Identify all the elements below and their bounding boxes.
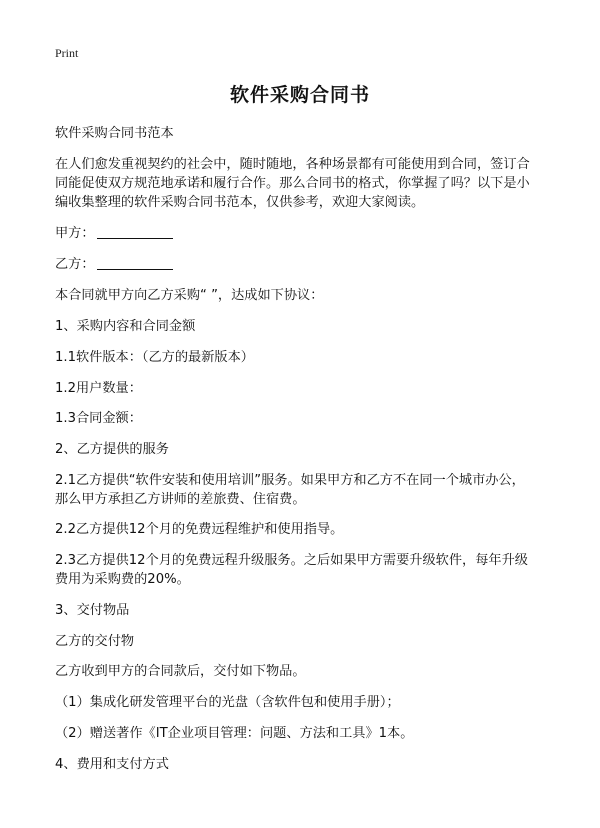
item-2-1-line-1: 2.1乙方提供“软件安装和使用培训”服务。如果甲方和乙方不在同一个城市办公， — [55, 473, 525, 488]
item-1-1: 1.1软件版本：（乙方的最新版本） — [55, 350, 254, 365]
item-1-3: 1.3合同金额： — [55, 411, 142, 426]
document-title: 软件采购合同书 — [229, 84, 370, 106]
document-subtitle: 软件采购合同书范本 — [55, 126, 174, 141]
party-b-line — [55, 253, 173, 272]
deliverables-heading: 乙方的交付物 — [55, 634, 135, 649]
section-3-heading: 3、交付物品 — [55, 603, 130, 618]
section-2-heading: 2、乙方提供的服务 — [55, 442, 169, 457]
deliverable-1: （1）集成化研发管理平台的光盘（含软件包和使用手册）； — [55, 695, 400, 710]
deliverable-2: （2）赠送著作《IT企业项目管理：问题、方法和工具》1本。 — [55, 726, 414, 741]
party-a-blank — [97, 225, 173, 239]
intro-line-2: 同能促使双方规范地承诺和履行合作。那么合同书的格式，你掌握了吗？以下是小 — [55, 176, 530, 191]
agreement-line: 本合同就甲方向乙方采购“ ”，达成如下协议： — [55, 288, 324, 303]
intro-line-1: 在人们愈发重视契约的社会中，随时随地，各种场景都有可能使用到合同，签订合 — [55, 157, 530, 172]
item-2-3-line-2: 费用为采购费的20%。 — [55, 572, 190, 587]
section-4-heading: 4、费用和支付方式 — [55, 757, 169, 772]
party-b-blank — [97, 256, 173, 270]
item-2-3-line-1: 2.3乙方提供12个月的免费远程升级服务。之后如果甲方需要升级软件，每年升级 — [55, 553, 528, 568]
party-b-label: 乙方： — [55, 257, 95, 272]
print-label: Print — [55, 46, 79, 60]
section-1-heading: 1、采购内容和合同金额 — [55, 319, 196, 334]
party-a-line — [55, 222, 173, 241]
party-a-label: 甲方： — [55, 226, 95, 241]
deliverables-intro: 乙方收到甲方的合同款后，交付如下物品。 — [55, 664, 306, 679]
item-2-1-line-2: 那么甲方承担乙方讲师的差旅费、住宿费。 — [55, 492, 306, 507]
item-2-2: 2.2乙方提供12个月的免费远程维护和使用指导。 — [55, 522, 344, 537]
item-1-2: 1.2用户数量： — [55, 381, 142, 396]
intro-line-3: 编收集整理的软件采购合同书范本，仅供参考，欢迎大家阅读。 — [55, 195, 425, 210]
